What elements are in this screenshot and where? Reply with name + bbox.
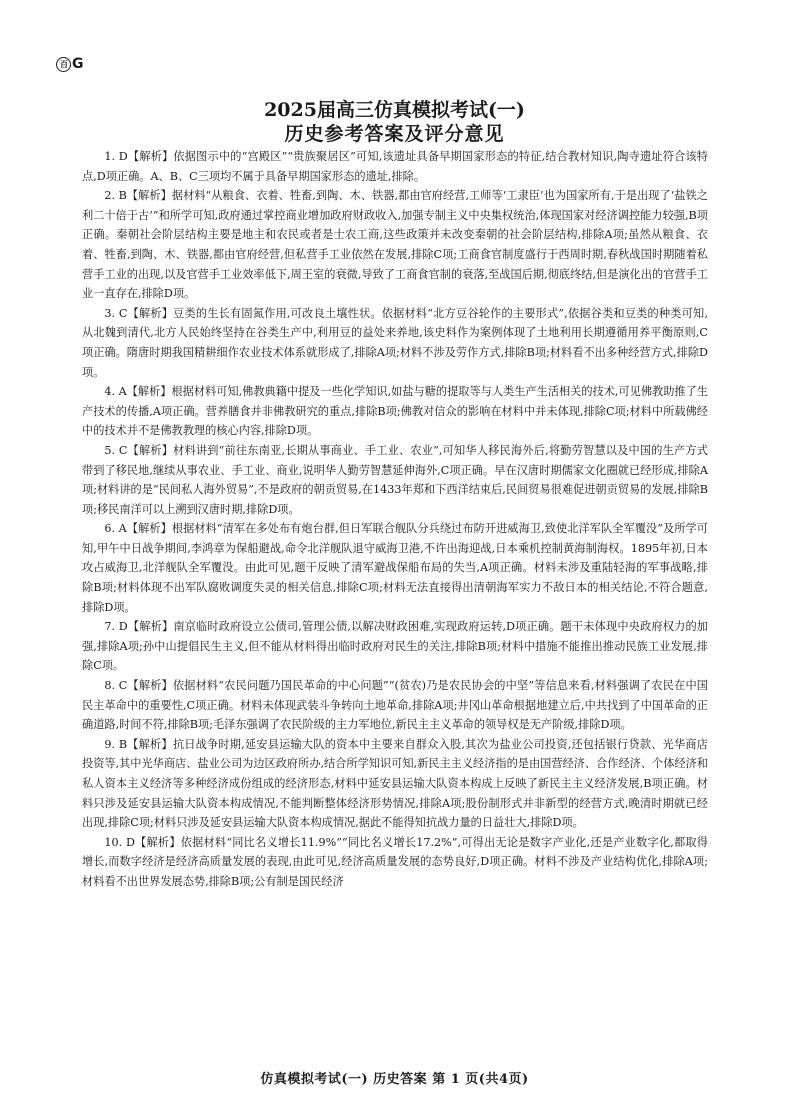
answer-5: 5. C【解析】材料讲到“前往东南亚,长期从事商业、手工业、农业”,可知华人移民海外后,将勤劳智慧以及中国的生产方式带到了移民地,继续从事农业、手工业、商业,说明华人勤劳智慧延伸海外,C项正确。早在汉唐时期儒家文化圈就已经形成,排除A项;材料讲的是“民间私人海外贸易”,不是政府的朝贡贸易,在1433年郑和下西洋结束后,民间贸易很难促进朝贡贸易的发展,排除B项;移民南洋可以上溯到汉唐时期,排除D项。	[82, 443, 708, 516]
answer-8: 8. C【解析】依据材料“农民问题乃国民革命的中心问题”“(贫农)乃是农民协会的中坚”等信息来看,材料强调了农民在中国民主革命中的重要性,C项正确。材料未体现武装斗争转向土地革命,排除A项;井冈山革命根据地建立后,中共找到了中国革命的正确道路,时间不符,排除B项;毛泽东强调了农民阶级的主力军地位,新民主主义革命的领导权是无产阶级,排除D项。	[82, 679, 708, 732]
answer-4: 4. A【解析】根据材料可知,佛教典籍中提及一些化学知识,如盐与糖的提取等与人类生产生活相关的技术,可见佛教助推了生产技术的传播,A项正确。营养膳食并非佛教研究的重点,排除B项;佛教对信众的影响在材料中并未体现,排除C项;材料中所载佛经中的技术并不是佛教教理的核心内容,排除D项。	[82, 385, 708, 438]
publisher-logo	[56, 56, 83, 72]
exam-title: 2025届高三仿真模拟考试(一)	[264, 99, 525, 121]
logo-letter: G	[72, 56, 83, 72]
answer-2: 2. B【解析】据材料“从粮食、衣着、牲畜,到陶、木、铁器,都由官府经营,工师等‘工隶臣’也为国家所有,于是出现了‘盐铁之利二十倍于古’”和所学可知,政府通过掌控商业增加政府财政收入,加强专制主义中央集权统治,体现国家对经济调控能力较强,B项正确。秦朝社会阶层结构主要是地主和农民或者是士农工商,这些政策并未改变秦朝的社会阶层结构,排除A项;虽然从粮食、衣着、牲畜,到陶、木、铁器,都由官府经营,但私营手工业依然在发展,排除C项;工商食官制度盛行于西周时期,春秋战国时期随着私营手工业的出现,以及官营手工业效率低下,周王室的衰微,导致了工商食官制的衰落,至战国后期,彻底终结,但是演化出的官营手工业一直存在,排除D项。	[82, 189, 708, 301]
answer-9: 9. B【解析】抗日战争时期,延安县运输大队的资本中主要来自群众入股,其次为盐业公司投资,还包括银行贷款、光华商店投资等,其中光华商店、盐业公司为边区政府所办,结合所学知识可知,新民主主义经济指的是由国营经济、合作经济、个体经济和私人资本主义经济等多种经济成份组成的经济形态,材料中延安县运输大队资本构成上反映了新民主主义经济发展,B项正确。材料只涉及延安县运输大队资本构成情况,不能判断整体经济形势情况,排除A项;股份制形式并非新型的经营方式,晚清时期就已经出现,排除C项;材料只涉及延安县运输大队资本构成情况,据此不能得知抗战力量的日益壮大,排除D项。	[82, 737, 708, 830]
answer-list	[82, 147, 708, 892]
answer-6: 6. A【解析】根据材料“清军在多处布有炮台群,但日军联合舰队分兵绕过布防开进威海卫,致使北洋军队全军覆没”及所学可知,甲午中日战争期间,李鸿章为保船避战,命令北洋舰队退守威海卫港,不许出海迎战,日本乘机控制黄海制海权。1895年初,日本攻占威海卫,北洋舰队全军覆没。由此可见,题干反映了清军避战保船布局的失当,A项正确。材料未涉及重陆轻海的军事战略,排除B项;材料体现不出军队腐败调度失灵的相关信息,排除C项;材料无法直接得出清朝海军实力不敌日本的相关结论,不符合题意,排除D项。	[82, 522, 708, 614]
logo-circle-mark: 百	[56, 57, 71, 72]
page-footer: 仿真模拟考试(一) 历史答案 第 1 页(共4页)	[260, 1072, 529, 1087]
answer-1: 1. D【解析】依据图示中的“宫殿区”“贵族聚居区”可知,该遗址具备早期国家形态的特征,结合教材知识,陶寺遗址符合该特点,D项正确。A、B、C三项均不属于具备早期国家形态的遗址,排除。	[82, 150, 708, 183]
answer-3: 3. C【解析】豆类的生长有固氮作用,可改良土壤性状。依据材料“北方豆谷轮作的主要形式”,依据谷类和豆类的种类可知,从北魏到清代,北方人民始终坚持在谷类生产中,利用豆的益处来养地,该史料作为案例体现了土地利用长期遵循用养平衡原则,C项正确。隋唐时期我国精耕细作农业技术体系就形成了,排除A项;材料不涉及劳作方式,排除B项;材料看不出多种经营方式,排除D项。	[82, 306, 708, 379]
answer-10: 10. D【解析】依据材料“同比名义增长11.9%”“同比名义增长17.2%”,可得出无论是数字产业化,还是产业数字化,都取得增长,而数字经济是经济高质量发展的表现,由此可见,经济高质量发展的态势良好,D项正确。材料不涉及产业结构优化,排除A项;材料看不出世界发展态势,排除B项;公有制是国民经济	[82, 835, 708, 888]
answer-7: 7. D【解析】南京临时政府设立公债司,管理公债,以解决财政困难,实现政府运转,D项正确。题干未体现中央政府权力的加强,排除A项;孙中山提倡民生主义,但不能从材料得出临时政府对民生的关注,排除B项;材料中措施不能推出推动民族工业发展,排除C项。	[82, 620, 708, 673]
answer-subtitle: 历史参考答案及评分意见	[284, 123, 505, 145]
